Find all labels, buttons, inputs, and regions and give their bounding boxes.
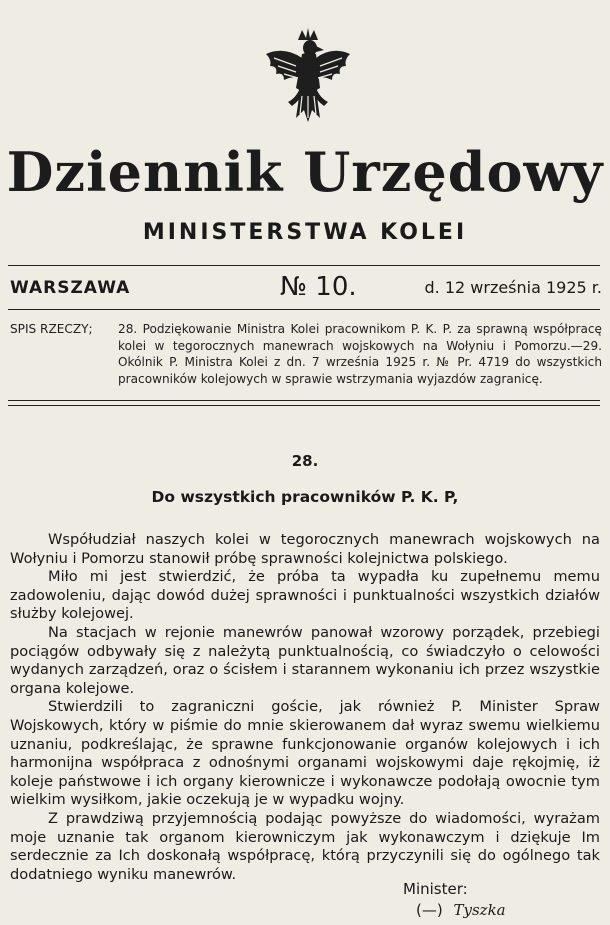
article-number: 28. [291, 452, 319, 470]
journal-subtitle: MINISTERSTWA KOLEI [142, 220, 468, 245]
paragraph: Z prawdziwą przyjemnością podając powyższe do wiadomości, wyrażam moje uznanie tak organom kierowniczym jak wykonawczym i dziękuje Im serdecznie za Ich doskonałą współpracę, którą przyczynili się do ogólnego tak dodatniego wyniku manewrów. [10, 809, 600, 883]
signature-name: Tyszka [453, 901, 506, 919]
paragraph: Współudział naszych kolei w tegorocznych manewrach wojskowych na Wołyniu i Pomorzu stanowił próbę sprawności kolejnictwa polskiego. [10, 531, 600, 567]
contents-rule-1 [8, 400, 600, 401]
issue-line [10, 272, 602, 306]
paragraph: Na stacjach w rejonie manewrów panował wzorowy porządek, przebiegi pociągów odbywały się z należytą punktualnością, co świadczyło o celowości wydanych zarządzeń, oraz o ścisłem i starannem wykonaniu ich przez wszystkie organa kolejowe. [10, 623, 600, 697]
paragraph: Miło mi jest stwierdzić, że próba ta wypadła ku zupełnemu memu zadowoleniu, dając dowód dużej sprawności i punktualności wszystkich działów służby kolejowej. [10, 568, 600, 623]
table-of-contents [10, 321, 602, 387]
signature-title: Minister: [403, 880, 468, 898]
contents-rule-2 [8, 405, 600, 406]
header-rule-top [8, 265, 600, 266]
issue-city: WARSZAWA [10, 278, 131, 298]
contents-label: SPIS RZECZY; [10, 322, 93, 336]
issue-date: d. 12 września 1925 r. [424, 278, 602, 297]
article-heading: Do wszystkich pracowników P. K. P, [151, 488, 459, 506]
issue-number: № 10. [280, 272, 357, 302]
contents-text: 28. Podziękowanie Ministra Kolei pracownikom P. K. P. za sprawną współpracę kolei w tegorocznych manewrach wojskowych na Wołyniu i Pomorzu.—29. Okólnik P. Ministra Kolei z dn. 7 września 1925 r. № Pr. 4719 do wszystkich pracowników kolejowych w sprawie wstrzymania wyjazdów zagranicę. [118, 322, 602, 386]
header-rule-bottom [8, 309, 600, 310]
paragraph: Stwierdzili to zagraniczni goście, jak również P. Minister Spraw Wojskowych, który w piśmie do mnie skierowanem dał wyraz swemu wielkiemu uznaniu, podkreślając, że sprawne funkcjonowanie organów kolejowych i ich harmonijna współpraca z odnośnymi organami wojskowymi daje rękojmię, iż koleje państwowe i ich organy kierownicze i wykonawcze podołają owocnie tym wielkim wysiłkom, jakie oczekują je w wypadku wojny. [10, 698, 600, 809]
article-body [10, 531, 600, 884]
polish-eagle-emblem [262, 26, 354, 126]
signature [416, 901, 506, 919]
journal-title: Dziennik Urzędowy [6, 140, 604, 204]
signature-prefix: (—) [416, 901, 443, 919]
